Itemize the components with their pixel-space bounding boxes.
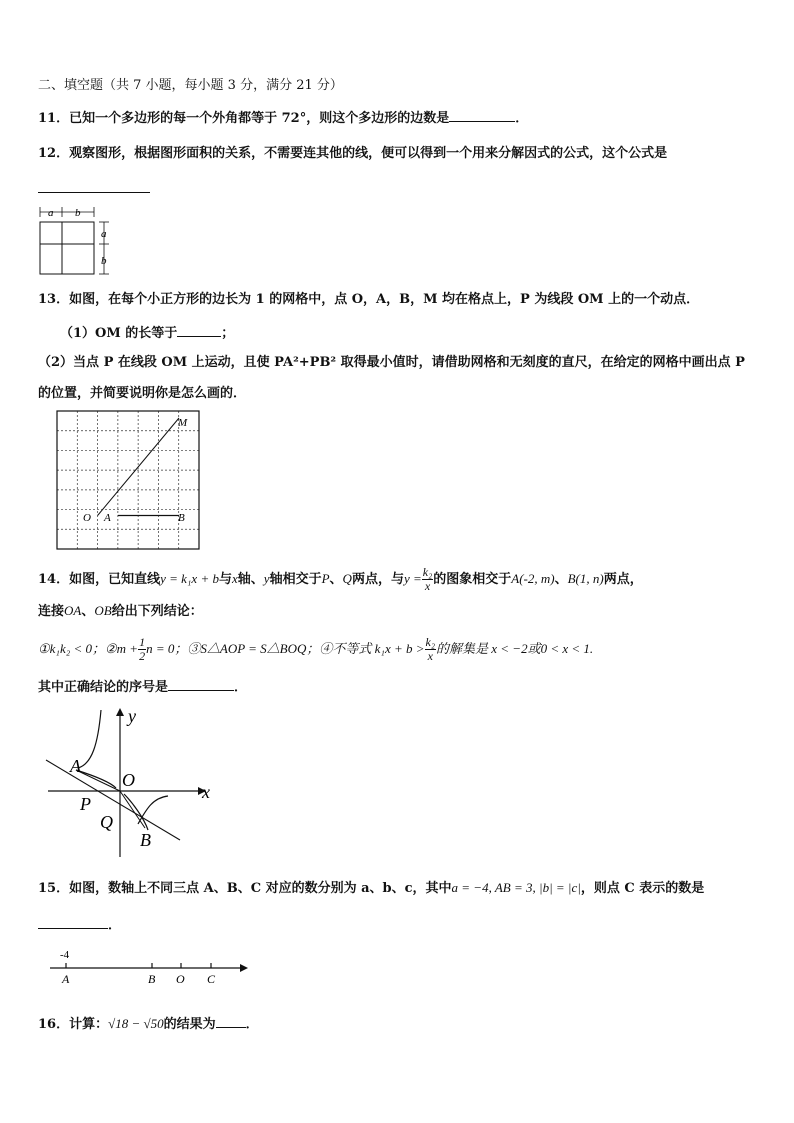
q14-c4-den: x bbox=[427, 649, 433, 663]
question-11 bbox=[38, 109, 528, 127]
q15-answer-line bbox=[38, 916, 121, 934]
q14-text: 轴、 bbox=[237, 572, 264, 587]
q14-label-O: O bbox=[122, 770, 135, 790]
q13-grid-border bbox=[57, 411, 199, 549]
q15-label-B: B bbox=[148, 972, 156, 986]
q14-c2-num: 1 bbox=[139, 635, 146, 649]
q14-text: 、 bbox=[81, 604, 95, 619]
q15-text: 15．如图，数轴上不同三点 A、B、C 对应的数分别为 a、b、c，其中 bbox=[38, 881, 452, 896]
q14-segment-OB bbox=[120, 791, 145, 828]
q12-label-b-top: b bbox=[75, 207, 81, 219]
q14-text: 14．如图，已知直线 bbox=[38, 572, 161, 587]
q14-c2-den: 2 bbox=[139, 649, 146, 663]
q14-OB: OB bbox=[94, 603, 112, 618]
q16-expression: √18 − √50 bbox=[108, 1016, 164, 1031]
q12-label-a-side: a bbox=[101, 228, 107, 240]
question-12: 12．观察图形，根据图形面积的关系，不需要连其他的线，便可以得到一个用来分解因式的公式，这个公式是 bbox=[38, 146, 668, 161]
q16-end: ． bbox=[245, 1017, 259, 1032]
question-14-line1 bbox=[38, 566, 643, 593]
q14-point-A: A(-2, m) bbox=[511, 571, 555, 586]
q13-part1-suffix: ； bbox=[221, 326, 235, 341]
q12-label-b-side: b bbox=[101, 255, 107, 267]
q13-gridlines bbox=[57, 411, 199, 549]
q14-label-P: P bbox=[80, 794, 91, 814]
q15-label-O: O bbox=[176, 972, 185, 986]
q14-conclusion-4b: 的解集是 x < −2或0 < x < 1. bbox=[436, 641, 594, 656]
q14-text: 、 bbox=[554, 572, 568, 587]
q14-line-PQ bbox=[46, 760, 180, 840]
question-14-line2 bbox=[38, 603, 203, 620]
q15-end: ． bbox=[108, 918, 122, 933]
q12-figure bbox=[36, 204, 116, 276]
q14-frac-num: k₂ bbox=[422, 565, 433, 579]
q14-segment-OA bbox=[76, 770, 120, 791]
q14-hyperbola-branch-lower-tail bbox=[138, 796, 168, 824]
q14-text: 与 bbox=[218, 572, 232, 587]
q12-square bbox=[40, 222, 94, 274]
q13-grid-figure bbox=[54, 408, 202, 552]
q14-conclusion-2: ②m + bbox=[105, 641, 139, 656]
q14-text: 连接 bbox=[38, 604, 65, 619]
q14-conclusion-4: ④不等式 k₁x + b > bbox=[319, 641, 425, 656]
q13-label-O: O bbox=[83, 512, 91, 524]
q14-text: 给出下列结论： bbox=[111, 604, 203, 619]
q11-end: ． bbox=[515, 111, 529, 126]
q14-text: 其中正确结论的序号是 bbox=[38, 680, 169, 695]
q14-hyperbola-y: y = bbox=[403, 571, 422, 586]
q14-label-x: x bbox=[202, 782, 210, 802]
q14-y: y bbox=[263, 571, 270, 586]
q15-label-A: A bbox=[62, 972, 70, 986]
q14-label-Q: Q bbox=[100, 812, 113, 832]
q14-c4-num: k₂ bbox=[425, 635, 436, 649]
q14-conclusion-2b: n = 0； bbox=[146, 641, 188, 656]
question-13: 13．如图，在每个小正方形的边长为 1 的网格中，点 O，A，B，M 均在格点上，P 为线段 OM 上的一个动点． bbox=[38, 292, 700, 307]
q14-label-y: y bbox=[128, 706, 136, 726]
q14-P: P bbox=[321, 571, 330, 586]
q15-answer-blank[interactable] bbox=[38, 916, 108, 929]
q14-frac-den: x bbox=[424, 579, 431, 593]
q15-label-C: C bbox=[207, 972, 216, 986]
q14-Q: Q bbox=[342, 571, 352, 586]
q16-suffix: 的结果为 bbox=[163, 1017, 216, 1032]
q14-hyperbola-branch-lower bbox=[124, 794, 148, 830]
q15-text-b: ，则点 C 表示的数是 bbox=[580, 881, 705, 896]
question-14-conclusions bbox=[38, 636, 593, 663]
q15-arrow bbox=[240, 964, 248, 972]
q13-label-M: M bbox=[178, 417, 188, 429]
q14-fraction bbox=[422, 566, 434, 593]
q14-text: 的图象相交于 bbox=[433, 572, 512, 587]
q14-label-A: A bbox=[70, 756, 81, 776]
q14-label-B: B bbox=[140, 830, 151, 850]
q13-part2-line2: 的位置，并简要说明你是怎么画的． bbox=[38, 386, 247, 401]
section-title: 二、填空题（共 7 小题，每小题 3 分，满分 21 分） bbox=[38, 78, 343, 93]
q14-text: 轴相交于 bbox=[269, 572, 322, 587]
q15-condition: a = −4, AB = 3, |b| = |c| bbox=[451, 880, 581, 895]
q14-OA: OA bbox=[64, 603, 82, 618]
q14-c2-fraction bbox=[138, 636, 146, 663]
q13-part1-blank[interactable] bbox=[177, 324, 221, 337]
q14-x: x bbox=[231, 571, 238, 586]
q12-answer-blank[interactable] bbox=[38, 178, 150, 193]
q15-number-line bbox=[48, 946, 254, 988]
q14-line-equation: y = k₁x + b bbox=[160, 571, 219, 586]
q12-label-a-top: a bbox=[48, 207, 54, 219]
q11-answer-blank[interactable] bbox=[449, 109, 515, 122]
q11-text: 11．已知一个多边形的每一个外角都等于 72°，则这个多边形的边数是 bbox=[38, 111, 450, 126]
question-16 bbox=[38, 1015, 259, 1033]
q14-text: 、 bbox=[329, 572, 343, 587]
q13-part1-text: （1）OM 的长等于 bbox=[60, 326, 178, 341]
q14-c4-fraction bbox=[425, 636, 437, 663]
q14-graph-figure bbox=[40, 702, 230, 862]
question-14-line4 bbox=[38, 678, 247, 696]
q14-hyperbola-branch-upper bbox=[78, 710, 101, 768]
q15-label-num: -4 bbox=[60, 949, 70, 961]
q14-end: ． bbox=[234, 680, 248, 695]
q16-answer-blank[interactable] bbox=[216, 1015, 246, 1028]
q13-part2-line1: （2）当点 P 在线段 OM 上运动，且使 PA²+PB² 取得最小值时，请借助网格和无刻度的直尺，在给定的网格中画出点 P bbox=[38, 355, 745, 370]
question-15 bbox=[38, 880, 704, 897]
q14-y-arrow bbox=[116, 708, 124, 716]
q14-conclusion-1: ①k₁k₂ < 0； bbox=[38, 641, 106, 656]
q14-text: 两点， bbox=[603, 572, 643, 587]
q13-label-B: B bbox=[178, 512, 185, 524]
q13-label-A: A bbox=[104, 512, 111, 524]
q13-part1 bbox=[60, 324, 234, 342]
q14-point-B: B(1, n) bbox=[567, 571, 604, 586]
q14-text: 两点，与 bbox=[351, 572, 404, 587]
q14-conclusion-3: ③S△AOP = S△BOQ； bbox=[187, 641, 320, 656]
q14-answer-blank[interactable] bbox=[168, 678, 234, 691]
q16-text: 16．计算： bbox=[38, 1017, 109, 1032]
